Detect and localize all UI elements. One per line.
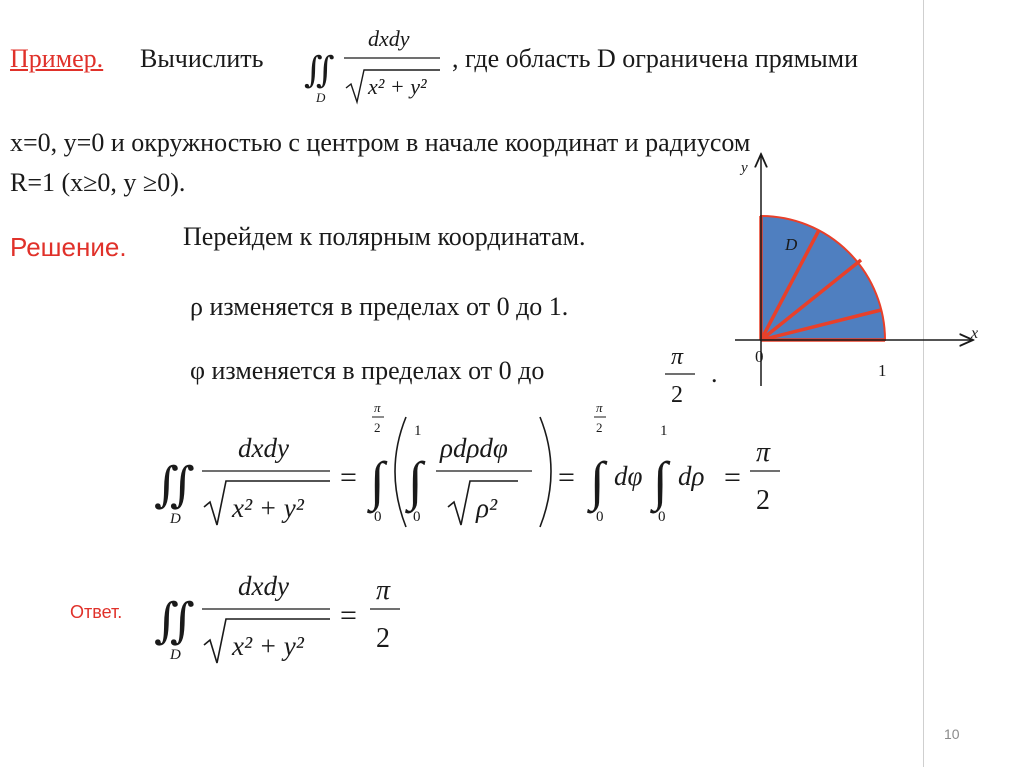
answer-label: Ответ.: [70, 602, 123, 622]
inner-numerator: ρdρdφ: [440, 433, 508, 463]
d-rho: dρ: [678, 461, 705, 491]
step-polar: Перейдем к полярным координатам.: [183, 222, 586, 251]
upper-limit-one: 1: [414, 423, 422, 439]
y-axis-label: y: [741, 160, 748, 176]
region-subscript: D: [170, 647, 181, 663]
double-integral-symbol: ∬: [304, 50, 335, 90]
region-subscript: D: [170, 511, 181, 527]
lower-limit-zero: 0: [596, 509, 604, 525]
lower-limit-zero: 0: [413, 509, 421, 525]
equals-sign: =: [724, 461, 741, 494]
main-computation: [150, 395, 790, 540]
result-two: 2: [756, 485, 770, 516]
left-parenthesis: [395, 417, 406, 527]
region-description: , где область D ограничена прямыми: [452, 44, 859, 73]
upper-limit-one: 1: [660, 423, 668, 439]
example-label: Пример.: [10, 44, 104, 73]
region-subscript: D: [316, 90, 326, 105]
upper-limit-two: 2: [596, 420, 603, 435]
region-d-area: [761, 216, 885, 340]
fraction-pi: π: [671, 344, 684, 370]
fraction-numerator: dxdy: [368, 26, 410, 51]
boundary-conditions: x=0, y=0 и окружностью с центром в начале координат и радиусом: [10, 128, 751, 157]
integral-symbol: ∫: [653, 451, 668, 511]
fraction-numerator: dxdy: [238, 433, 289, 463]
fraction-numerator: dxdy: [238, 571, 289, 601]
page-number: 10: [944, 726, 960, 742]
step-phi-range: φ изменяется в пределах от 0 до: [190, 356, 545, 385]
lower-limit-zero: 0: [374, 509, 382, 525]
fraction-denominator: x² + y²: [368, 74, 427, 99]
region-d-label: D: [785, 235, 798, 254]
lower-limit-zero: 0: [658, 509, 666, 525]
answer-formula: [150, 565, 410, 665]
result-pi: π: [756, 437, 771, 468]
x-axis-label: x: [971, 325, 979, 342]
equals-sign: =: [558, 461, 575, 494]
double-integral-symbol: ∬: [154, 459, 195, 512]
fraction-denominator: x² + y²: [232, 493, 304, 523]
answer-pi: π: [376, 575, 391, 606]
header-integral: [300, 18, 450, 108]
integral-symbol: ∫: [408, 451, 423, 511]
answer-two: 2: [376, 623, 390, 654]
inner-denominator: ρ²: [476, 493, 498, 523]
fraction-denominator: x² + y²: [232, 631, 304, 661]
one-tick-label: 1: [878, 361, 887, 380]
d-phi: dφ: [614, 461, 643, 491]
fraction-two: 2: [671, 382, 683, 408]
upper-limit-pi: π: [374, 400, 381, 415]
intro-text: Вычислить: [140, 44, 264, 73]
upper-limit-two: 2: [374, 420, 381, 435]
phi-range-period: .: [711, 359, 718, 388]
upper-limit-pi: π: [596, 400, 603, 415]
quarter-disk-figure: [735, 150, 995, 390]
equals-sign: =: [340, 599, 357, 632]
equals-sign: =: [340, 461, 357, 494]
right-parenthesis: [540, 417, 551, 527]
step-rho-range: ρ изменяется в пределах от 0 до 1.: [190, 292, 569, 321]
double-integral-symbol: ∬: [154, 595, 195, 648]
origin-label: 0: [755, 347, 764, 366]
integral-symbol: ∫: [370, 451, 385, 511]
integral-symbol: ∫: [590, 451, 605, 511]
solution-label: Решение.: [10, 232, 127, 262]
radius-conditions: R=1 (x≥0, y ≥0).: [10, 168, 186, 197]
